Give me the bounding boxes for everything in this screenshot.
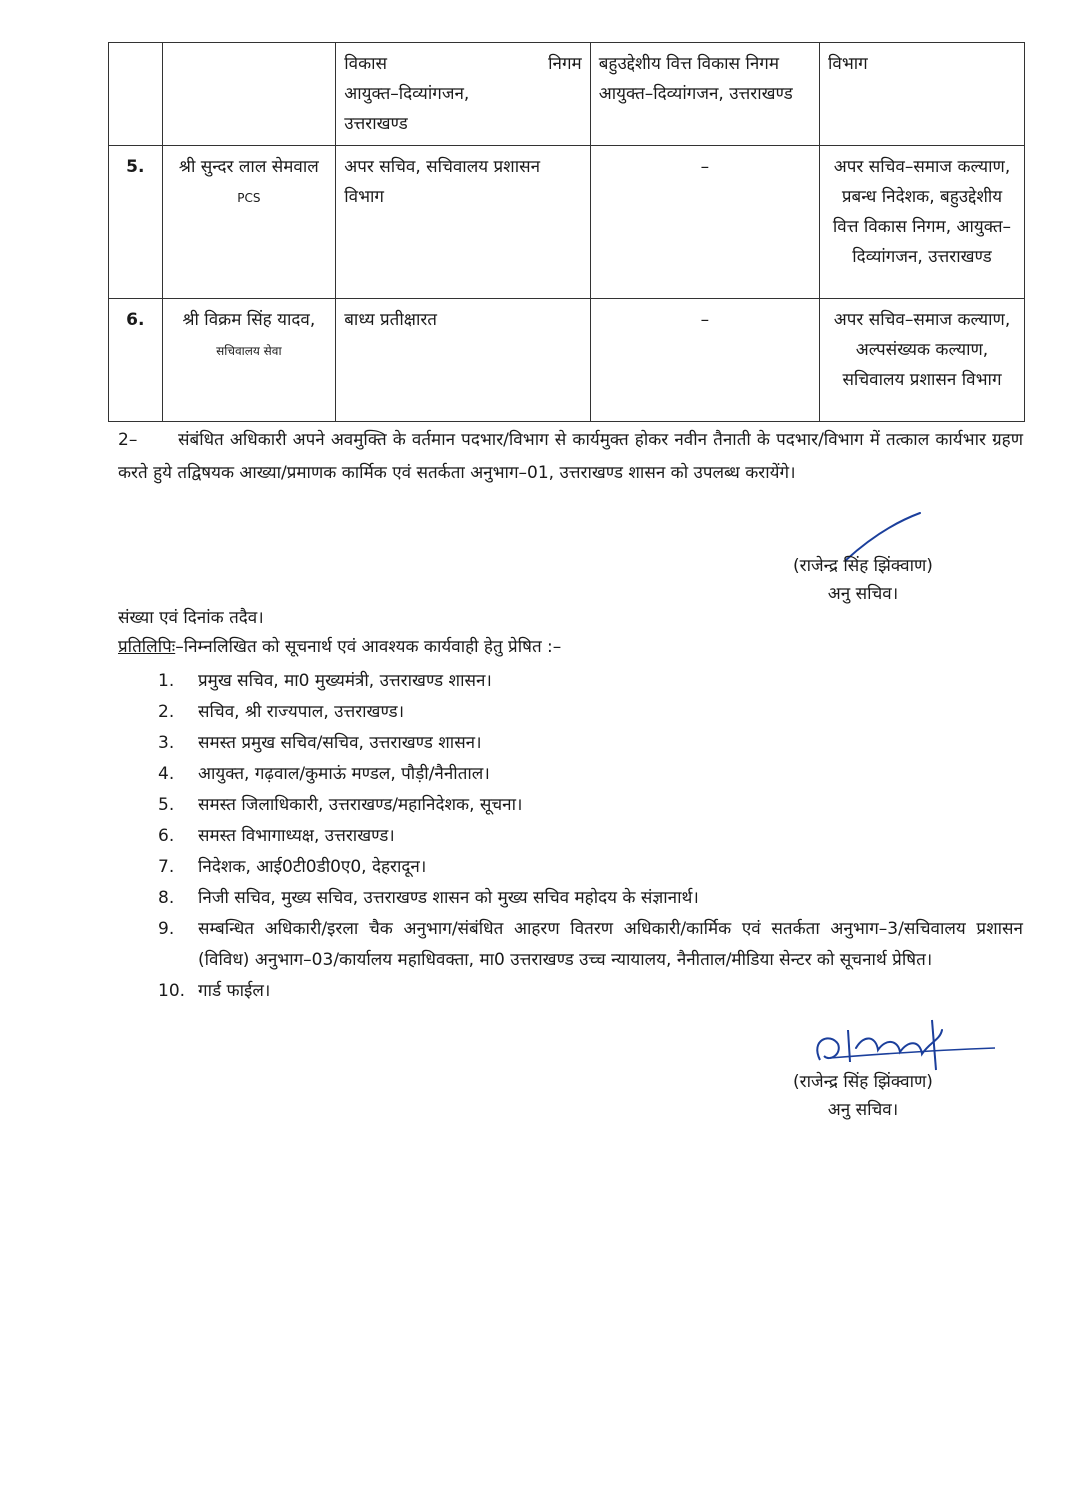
current-post-cell: बाध्य प्रतीक्षारत bbox=[336, 299, 591, 422]
officer-service: PCS bbox=[237, 191, 261, 205]
officer-name: श्री सुन्दर लाल सेमवाल bbox=[178, 157, 319, 177]
officer-service: सचिवालय सेवा bbox=[216, 344, 282, 358]
list-item: 9. सम्बन्धित अधिकारी/इरला चैक अनुभाग/संबंधित आहरण वितरण अधिकारी/कार्मिक एवं सतर्कता अनुभाग–3/सचिवालय प्रशासन (विविध) अनुभाग–03/कार्यालय महाधिवक्ता, मा0 उत्तराखण्ड उच्च न्यायालय, नैनीताल/मीडिया सेन्टर को सूचनार्थ प्रेषित। bbox=[158, 919, 1023, 970]
additional-charge-cell: – bbox=[590, 299, 819, 422]
list-item: 2. सचिव, श्री राज्यपाल, उत्तराखण्ड। bbox=[158, 702, 405, 722]
officer-name-cell bbox=[162, 43, 336, 146]
current-post-cell: अपर सचिव, सचिवालय प्रशासन विभाग bbox=[336, 146, 591, 299]
copy-heading-text: –निम्नलिखित को सूचनार्थ एवं आवश्यक कार्यवाही हेतु प्रेषित :– bbox=[175, 637, 562, 657]
list-item: 3. समस्त प्रमुख सचिव/सचिव, उत्तराखण्ड शासन। bbox=[158, 733, 482, 753]
new-post-cell: अपर सचिव–समाज कल्याण, अल्पसंख्यक कल्याण, सचिवालय प्रशासन विभाग bbox=[819, 299, 1024, 422]
list-item: 1. प्रमुख सचिव, मा0 मुख्यमंत्री, उत्तराखण्ड शासन। bbox=[158, 671, 492, 691]
additional-charge-cell: – bbox=[590, 146, 819, 299]
list-item: 10. गार्ड फाईल। bbox=[158, 981, 271, 1001]
list-item: 5. समस्त जिलाधिकारी, उत्तराखण्ड/महानिदेशक, सूचना। bbox=[158, 795, 523, 815]
officer-name-cell bbox=[162, 299, 336, 422]
serial-number-cell bbox=[109, 43, 163, 146]
table-row bbox=[109, 146, 1025, 299]
copy-heading bbox=[118, 632, 561, 662]
new-post-cell: अपर सचिव–समाज कल्याण, प्रबन्ध निदेशक, बहुउद्देशीय वित्त विकास निगम, आयुक्त–दिव्यांगजन, उत्तराखण्ड bbox=[819, 146, 1024, 299]
officer-name: श्री विक्रम सिंह यादव, bbox=[182, 310, 316, 330]
current-post-cell bbox=[336, 43, 591, 146]
signatory-designation: अनु सचिव। bbox=[827, 1100, 899, 1120]
posting-table bbox=[108, 42, 1025, 422]
signatory-name: (राजेन्द्र सिंह झिंक्वाण) bbox=[793, 1072, 933, 1092]
signature-block-2 bbox=[758, 1068, 968, 1124]
copy-label: प्रतिलिपिः bbox=[118, 637, 176, 657]
signatory-designation: अनु सचिव। bbox=[827, 584, 899, 604]
paragraph-number: 2– bbox=[118, 430, 138, 450]
serial-number-cell: 5. bbox=[109, 146, 163, 299]
copy-recipient-list bbox=[118, 666, 1023, 1007]
signatory-name: (राजेन्द्र सिंह झिंक्वाण) bbox=[793, 556, 933, 576]
serial-number-cell: 6. bbox=[109, 299, 163, 422]
current-post-line: उत्तराखण्ड bbox=[344, 114, 408, 134]
table-row bbox=[109, 299, 1025, 422]
additional-charge-cell: बहुउद्देशीय वित्त विकास निगम आयुक्त–दिव्यांगजन, उत्तराखण्ड bbox=[590, 43, 819, 146]
reference-line: संख्या एवं दिनांक तदैव। bbox=[118, 608, 264, 628]
list-item: 7. निदेशक, आई0टी0डी0ए0, देहरादून। bbox=[158, 857, 427, 877]
paragraph-text: संबंधित अधिकारी अपने अवमुक्ति के वर्तमान पदभार/विभाग से कार्यमुक्त होकर नवीन तैनाती के पदभार/विभाग में तत्काल कार्यभार ग्रहण करते हुये तद्विषयक आख्या/प्रमाणक कार्मिक एवं सतर्कता अनुभाग–01, उत्तराखण्ड शासन को उपलब्ध करायेंगे। bbox=[118, 430, 1023, 483]
list-item: 4. आयुक्त, गढ़वाल/कुमाऊं मण्डल, पौड़ी/नैनीताल। bbox=[158, 764, 490, 784]
list-item: 6. समस्त विभागाध्यक्ष, उत्तराखण्ड। bbox=[158, 826, 395, 846]
current-post-line: आयुक्त–दिव्यांगजन, bbox=[344, 84, 470, 104]
signature-block-1 bbox=[758, 552, 968, 608]
new-post-cell: विभाग bbox=[819, 43, 1024, 146]
table-row bbox=[109, 43, 1025, 146]
instruction-paragraph bbox=[118, 424, 1023, 490]
officer-name-cell bbox=[162, 146, 336, 299]
list-item: 8. निजी सचिव, मुख्य सचिव, उत्तराखण्ड शासन को मुख्य सचिव महोदय के संज्ञानार्थ। bbox=[158, 888, 699, 908]
current-post-line: विकास निगम bbox=[344, 54, 582, 74]
